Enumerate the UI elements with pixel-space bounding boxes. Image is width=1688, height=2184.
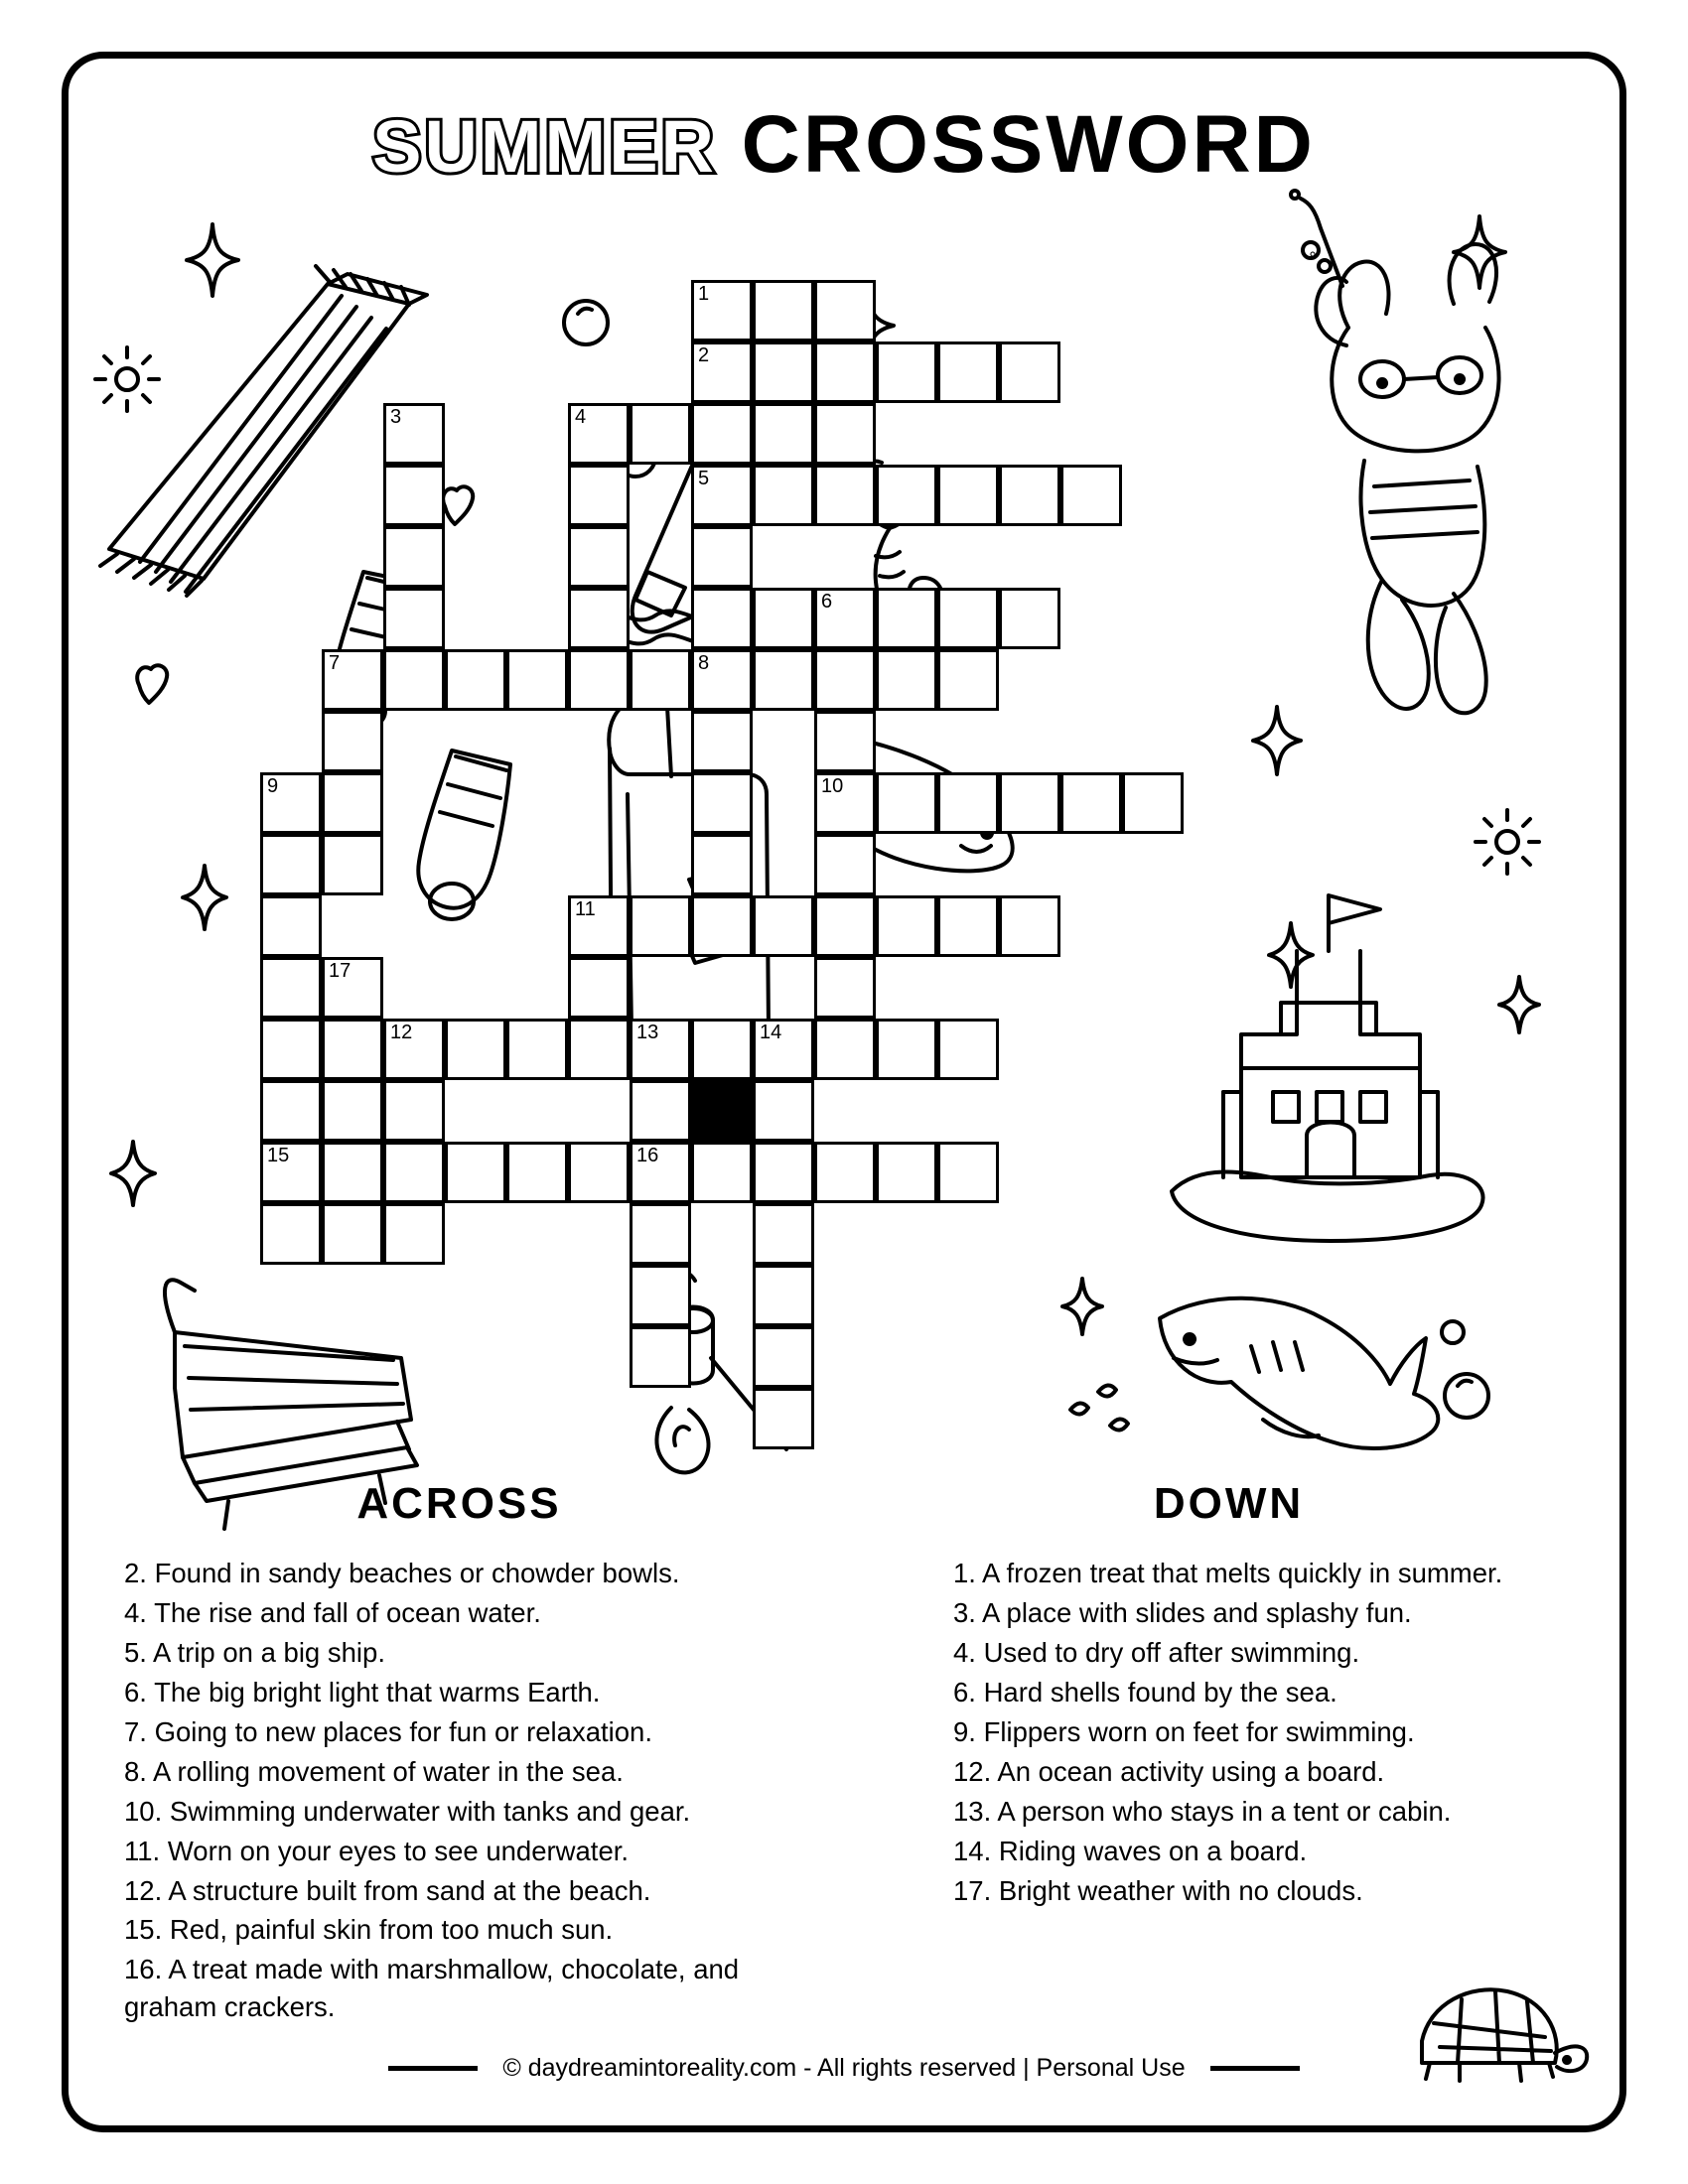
grid-cell[interactable] <box>568 1142 630 1203</box>
grid-cell[interactable] <box>445 1019 506 1080</box>
grid-cell[interactable] <box>814 341 876 403</box>
across-clue-item: 7. Going to new places for fun or relaxation. <box>124 1715 652 1747</box>
grid-cell[interactable] <box>506 1019 568 1080</box>
grid-cell[interactable] <box>937 895 999 957</box>
grid-clue-number: 7 <box>329 652 341 674</box>
grid-cell[interactable] <box>814 957 876 1019</box>
down-clue-item: 12. An ocean activity using a board. <box>953 1755 1385 1787</box>
grid-cell[interactable] <box>445 649 506 711</box>
grid-cell[interactable] <box>691 588 753 649</box>
grid-clue-number: 13 <box>636 1022 659 1043</box>
across-clue-item: 4. The rise and fall of ocean water. <box>124 1596 541 1628</box>
grid-cell[interactable] <box>691 711 753 772</box>
grid-cell[interactable] <box>691 403 753 465</box>
grid-cell[interactable] <box>383 403 445 465</box>
grid-clue-number: 5 <box>698 468 710 489</box>
grid-cell[interactable] <box>753 465 814 526</box>
down-clue-item: 6. Hard shells found by the sea. <box>953 1676 1337 1707</box>
grid-clue-number: 4 <box>575 406 587 428</box>
across-clue-item: 8. A rolling movement of water in the sea. <box>124 1755 624 1787</box>
grid-cell[interactable] <box>937 1019 999 1080</box>
footer-rule-left <box>388 2066 478 2071</box>
down-heading: DOWN <box>1153 1479 1305 1528</box>
grid-cell[interactable] <box>322 1019 383 1080</box>
grid-cell[interactable] <box>383 649 445 711</box>
grid-cell[interactable] <box>691 772 753 834</box>
grid-cell[interactable] <box>999 465 1060 526</box>
grid-cell[interactable] <box>753 1265 814 1326</box>
across-clue-item: 12. A structure built from sand at the beach. <box>124 1874 651 1906</box>
grid-cell[interactable] <box>814 465 876 526</box>
grid-cell[interactable] <box>506 1142 568 1203</box>
grid-cell[interactable] <box>1060 772 1122 834</box>
grid-cell[interactable] <box>691 649 753 711</box>
grid-cell[interactable] <box>383 465 445 526</box>
down-clue-item: 1. A frozen treat that melts quickly in summer. <box>953 1558 1503 1588</box>
grid-clue-number: 16 <box>636 1145 659 1166</box>
grid-cell[interactable] <box>814 649 876 711</box>
grid-cell[interactable] <box>814 403 876 465</box>
grid-cell[interactable] <box>937 772 999 834</box>
grid-cell[interactable] <box>445 1142 506 1203</box>
grid-cell[interactable] <box>691 526 753 588</box>
grid-cell[interactable] <box>260 1142 322 1203</box>
grid-cell[interactable] <box>753 1326 814 1388</box>
grid-cell[interactable] <box>814 1019 876 1080</box>
grid-cell[interactable] <box>937 649 999 711</box>
footer-text: © daydreamintoreality.com - All rights reserved | Personal Use <box>502 2053 1186 2082</box>
grid-cell[interactable] <box>753 588 814 649</box>
grid-cell[interactable] <box>630 1142 691 1203</box>
down-clue-item: 14. Riding waves on a board. <box>953 1835 1308 1866</box>
down-column <box>864 1479 1594 2028</box>
title-word-crossword: CROSSWORD <box>741 99 1316 190</box>
grid-cell[interactable] <box>322 772 383 834</box>
grid-clue-number: 14 <box>760 1022 782 1043</box>
grid-clue-number: 3 <box>390 406 402 428</box>
grid-clue-number: 6 <box>821 591 833 613</box>
grid-cell[interactable] <box>322 1080 383 1142</box>
grid-cell[interactable] <box>322 1142 383 1203</box>
grid-cell[interactable] <box>876 649 937 711</box>
down-clue-item: 17. Bright weather with no clouds. <box>953 1874 1363 1906</box>
across-clue-item: 11. Worn on your eyes to see underwater. <box>124 1835 630 1866</box>
grid-cell[interactable] <box>876 1142 937 1203</box>
grid-cell[interactable] <box>260 1080 322 1142</box>
grid-cell[interactable] <box>260 957 322 1019</box>
grid-cell[interactable] <box>814 834 876 895</box>
grid-cell[interactable] <box>691 280 753 341</box>
down-clue-item: 4. Used to dry off after swimming. <box>953 1636 1360 1668</box>
across-heading: ACROSS <box>356 1479 562 1528</box>
grid-cell[interactable] <box>753 403 814 465</box>
grid-cell[interactable] <box>260 772 322 834</box>
grid-cell[interactable] <box>753 1388 814 1449</box>
grid-cell[interactable] <box>568 403 630 465</box>
grid-cell[interactable] <box>383 1080 445 1142</box>
grid-cell[interactable] <box>630 1265 691 1326</box>
grid-cell[interactable] <box>691 834 753 895</box>
grid-cell[interactable] <box>630 1019 691 1080</box>
grid-cell[interactable] <box>506 649 568 711</box>
grid-cell[interactable] <box>322 649 383 711</box>
grid-clue-number: 2 <box>698 344 710 366</box>
grid-cell[interactable] <box>999 588 1060 649</box>
grid-cell[interactable] <box>260 834 322 895</box>
grid-cell[interactable] <box>937 341 999 403</box>
down-clue-item: 9. Flippers worn on feet for swimming. <box>953 1715 1415 1747</box>
grid-cell[interactable] <box>383 1203 445 1265</box>
grid-cell[interactable] <box>753 1019 814 1080</box>
across-column <box>94 1479 824 2028</box>
grid-cell[interactable] <box>568 895 630 957</box>
down-clue-list <box>864 1555 1594 1909</box>
grid-clue-number: 9 <box>267 775 279 797</box>
footer-rule-right <box>1210 2066 1300 2071</box>
grid-cell[interactable] <box>691 1142 753 1203</box>
footer <box>0 2053 1688 2083</box>
grid-cell[interactable] <box>999 772 1060 834</box>
grid-cell[interactable] <box>876 895 937 957</box>
grid-cell[interactable] <box>691 1019 753 1080</box>
grid-clue-number: 15 <box>267 1145 290 1166</box>
grid-cell[interactable] <box>814 280 876 341</box>
grid-cell[interactable] <box>999 895 1060 957</box>
grid-cell[interactable] <box>630 649 691 711</box>
across-clue-item: 15. Red, painful skin from too much sun. <box>124 1914 614 1946</box>
grid-clue-number: 8 <box>698 652 710 674</box>
grid-clue-number: 12 <box>390 1022 413 1043</box>
grid-cell[interactable] <box>753 1142 814 1203</box>
grid-cell[interactable] <box>814 711 876 772</box>
grid-cell[interactable] <box>876 772 937 834</box>
grid-clue-number: 17 <box>329 960 352 982</box>
grid-cell[interactable] <box>568 649 630 711</box>
grid-cell[interactable] <box>322 1203 383 1265</box>
grid-cell[interactable] <box>753 649 814 711</box>
grid-cell[interactable] <box>691 465 753 526</box>
grid-cell[interactable] <box>630 1080 691 1142</box>
grid-cell[interactable] <box>753 1203 814 1265</box>
grid-cell[interactable] <box>876 465 937 526</box>
title-word-summer: SUMMER <box>372 105 717 188</box>
across-clue-item: 5. A trip on a big ship. <box>124 1636 385 1668</box>
grid-cell[interactable] <box>999 341 1060 403</box>
grid-cell[interactable] <box>876 588 937 649</box>
grid-cell[interactable] <box>937 465 999 526</box>
grid-cell[interactable] <box>753 1080 814 1142</box>
grid-cell[interactable] <box>753 341 814 403</box>
grid-cell[interactable] <box>383 526 445 588</box>
down-clue-item: 3. A place with slides and splashy fun. <box>953 1596 1412 1628</box>
grid-cell[interactable] <box>383 1142 445 1203</box>
grid-cell[interactable] <box>322 834 383 895</box>
grid-clue-number: 11 <box>575 898 596 920</box>
grid-cell[interactable] <box>753 895 814 957</box>
grid-cell[interactable] <box>568 526 630 588</box>
grid-cell[interactable] <box>630 403 691 465</box>
grid-cell[interactable] <box>568 957 630 1019</box>
down-clue-item: 13. A person who stays in a tent or cabin. <box>953 1795 1452 1827</box>
grid-block <box>691 1080 753 1142</box>
grid-cell[interactable] <box>1122 772 1184 834</box>
page-title <box>0 99 1688 190</box>
grid-cell[interactable] <box>630 1326 691 1388</box>
grid-cell[interactable] <box>630 1203 691 1265</box>
grid-cell[interactable] <box>814 588 876 649</box>
across-clue-list <box>94 1555 824 2026</box>
grid-cell[interactable] <box>937 1142 999 1203</box>
grid-cell[interactable] <box>322 957 383 1019</box>
grid-cell[interactable] <box>814 772 876 834</box>
grid-cell[interactable] <box>630 895 691 957</box>
grid-cell[interactable] <box>691 895 753 957</box>
across-clue-item: 6. The big bright light that warms Earth. <box>124 1676 601 1707</box>
grid-cell[interactable] <box>1060 465 1122 526</box>
grid-cell[interactable] <box>568 1019 630 1080</box>
grid-cell[interactable] <box>814 895 876 957</box>
grid-cell[interactable] <box>260 1019 322 1080</box>
grid-cell[interactable] <box>383 1019 445 1080</box>
grid-cell[interactable] <box>876 1019 937 1080</box>
grid-cell[interactable] <box>568 465 630 526</box>
clues-section <box>94 1479 1594 2028</box>
grid-cell[interactable] <box>691 341 753 403</box>
grid-cell[interactable] <box>383 588 445 649</box>
grid-clue-number: 10 <box>821 775 844 797</box>
across-clue-item: 2. Found in sandy beaches or chowder bowls. <box>124 1558 680 1588</box>
grid-cell[interactable] <box>814 1142 876 1203</box>
across-clue-item: 16. A treat made with marshmallow, chocolate, and graham crackers. <box>124 1954 740 2023</box>
across-clue-item: 10. Swimming underwater with tanks and gear. <box>124 1795 691 1827</box>
grid-cell[interactable] <box>322 711 383 772</box>
grid-cell[interactable] <box>876 341 937 403</box>
grid-cell[interactable] <box>568 588 630 649</box>
grid-cell[interactable] <box>937 588 999 649</box>
grid-cell[interactable] <box>260 895 322 957</box>
grid-clue-number: 1 <box>698 283 710 305</box>
grid-cell[interactable] <box>260 1203 322 1265</box>
grid-cell[interactable] <box>753 280 814 341</box>
